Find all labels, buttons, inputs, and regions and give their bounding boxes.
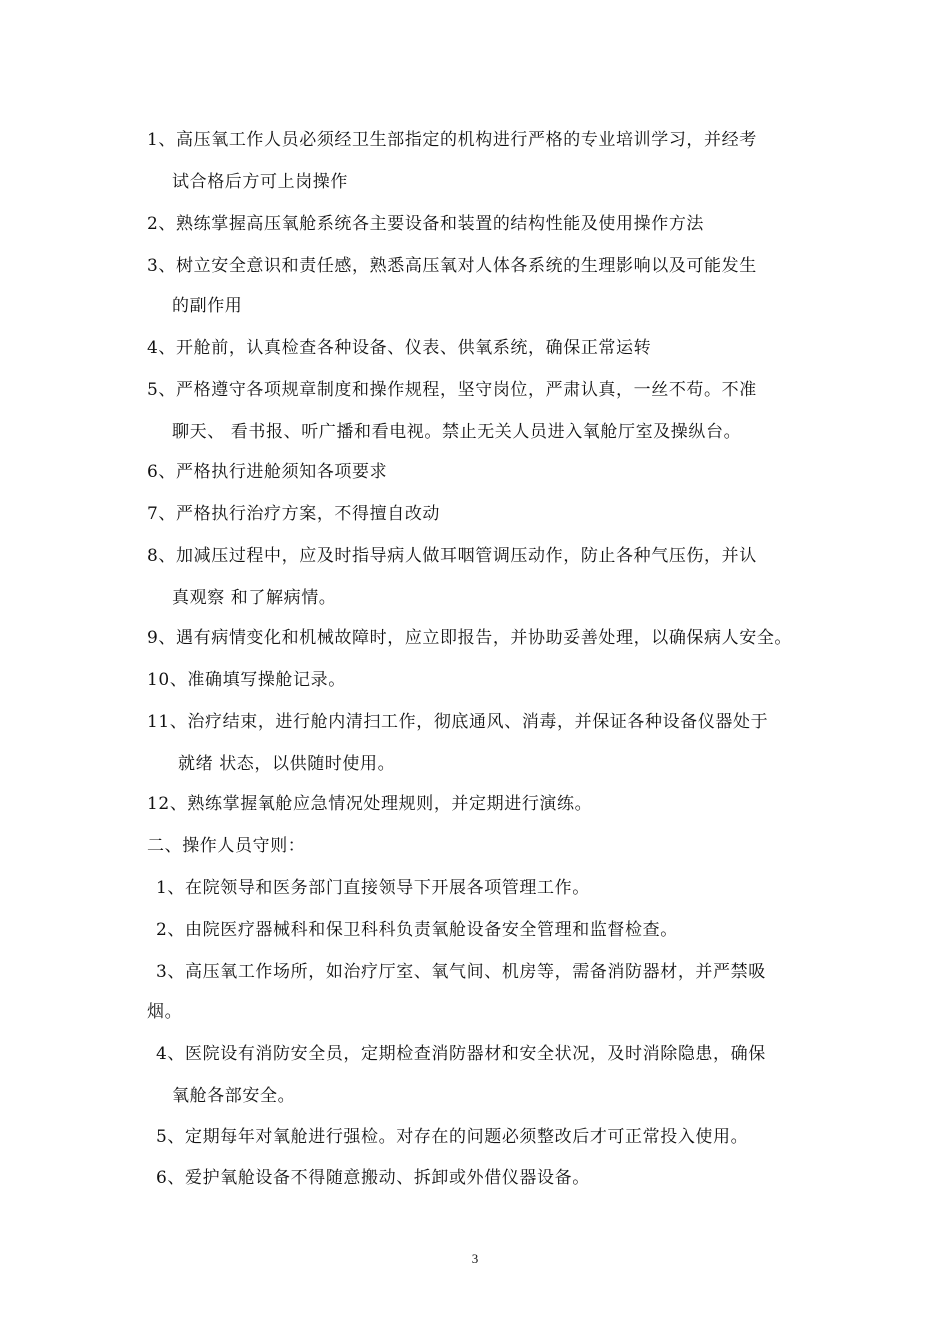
page-number: 3: [471, 1251, 479, 1266]
text-line: 的副作用: [172, 296, 243, 316]
text-line: 1、在院领导和医务部门直接领导下开展各项管理工作。: [156, 878, 590, 898]
text-line: 试合格后方可上岗操作: [172, 172, 348, 192]
text-line: 3、树立安全意识和责任感，熟悉高压氧对人体各系统的生理影响以及可能发生: [147, 256, 757, 276]
text-line: 4、开舱前，认真检查各种设备、仪表、供氧系统，确保正常运转: [147, 338, 652, 358]
text-line: 6、严格执行进舱须知各项要求: [147, 462, 388, 482]
text-line: 5、严格遵守各项规章制度和操作规程，坚守岗位，严肃认真，一丝不苟。不准: [147, 380, 757, 400]
text-line: 6、爱护氧舱设备不得随意搬动、拆卸或外借仪器设备。: [156, 1168, 590, 1188]
text-line: 5、定期每年对氧舱进行强检。对存在的问题必须整改后才可正常投入使用。: [156, 1127, 749, 1147]
text-line: 4、医院设有消防安全员，定期检查消防器材和安全状况，及时消除隐患，确保: [156, 1044, 766, 1064]
text-line: 2、熟练掌握高压氧舱系统各主要设备和装置的结构性能及使用操作方法: [147, 214, 705, 234]
text-line: 1、高压氧工作人员必须经卫生部指定的机构进行严格的专业培训学习，并经考: [147, 130, 757, 150]
section-heading: 二、操作人员守则：: [147, 836, 306, 856]
text-line: 3、高压氧工作场所，如治疗厅室、氧气间、机房等，需备消防器材，并严禁吸: [156, 962, 766, 982]
text-line: 聊天、 看书报、听广播和看电视。禁止无关人员进入氧舱厅室及操纵台。: [172, 422, 742, 442]
text-line: 2、由院医疗器械科和保卫科科负责氧舱设备安全管理和监督检查。: [156, 920, 678, 940]
text-line: 11、治疗结束，进行舱内清扫工作，彻底通风、消毒，并保证各种设备仪器处于: [147, 712, 769, 732]
text-line: 12、熟练掌握氧舱应急情况处理规则，并定期进行演练。: [147, 794, 593, 814]
text-line: 10、准确填写操舱记录。: [147, 670, 346, 690]
text-line: 8、加减压过程中，应及时指导病人做耳咽管调压动作，防止各种气压伤，并认: [147, 546, 757, 566]
text-line: 就绪 状态，以供随时使用。: [178, 754, 396, 774]
text-line: 真观察 和了解病情。: [172, 588, 337, 608]
text-line: 9、遇有病情变化和机械故障时，应立即报告，并协助妥善处理，以确保病人安全。: [147, 628, 793, 648]
text-line: 7、严格执行治疗方案，不得擅自改动: [147, 504, 441, 524]
text-line: 氧舱各部安全。: [172, 1086, 296, 1106]
text-line: 烟。: [147, 1002, 183, 1022]
